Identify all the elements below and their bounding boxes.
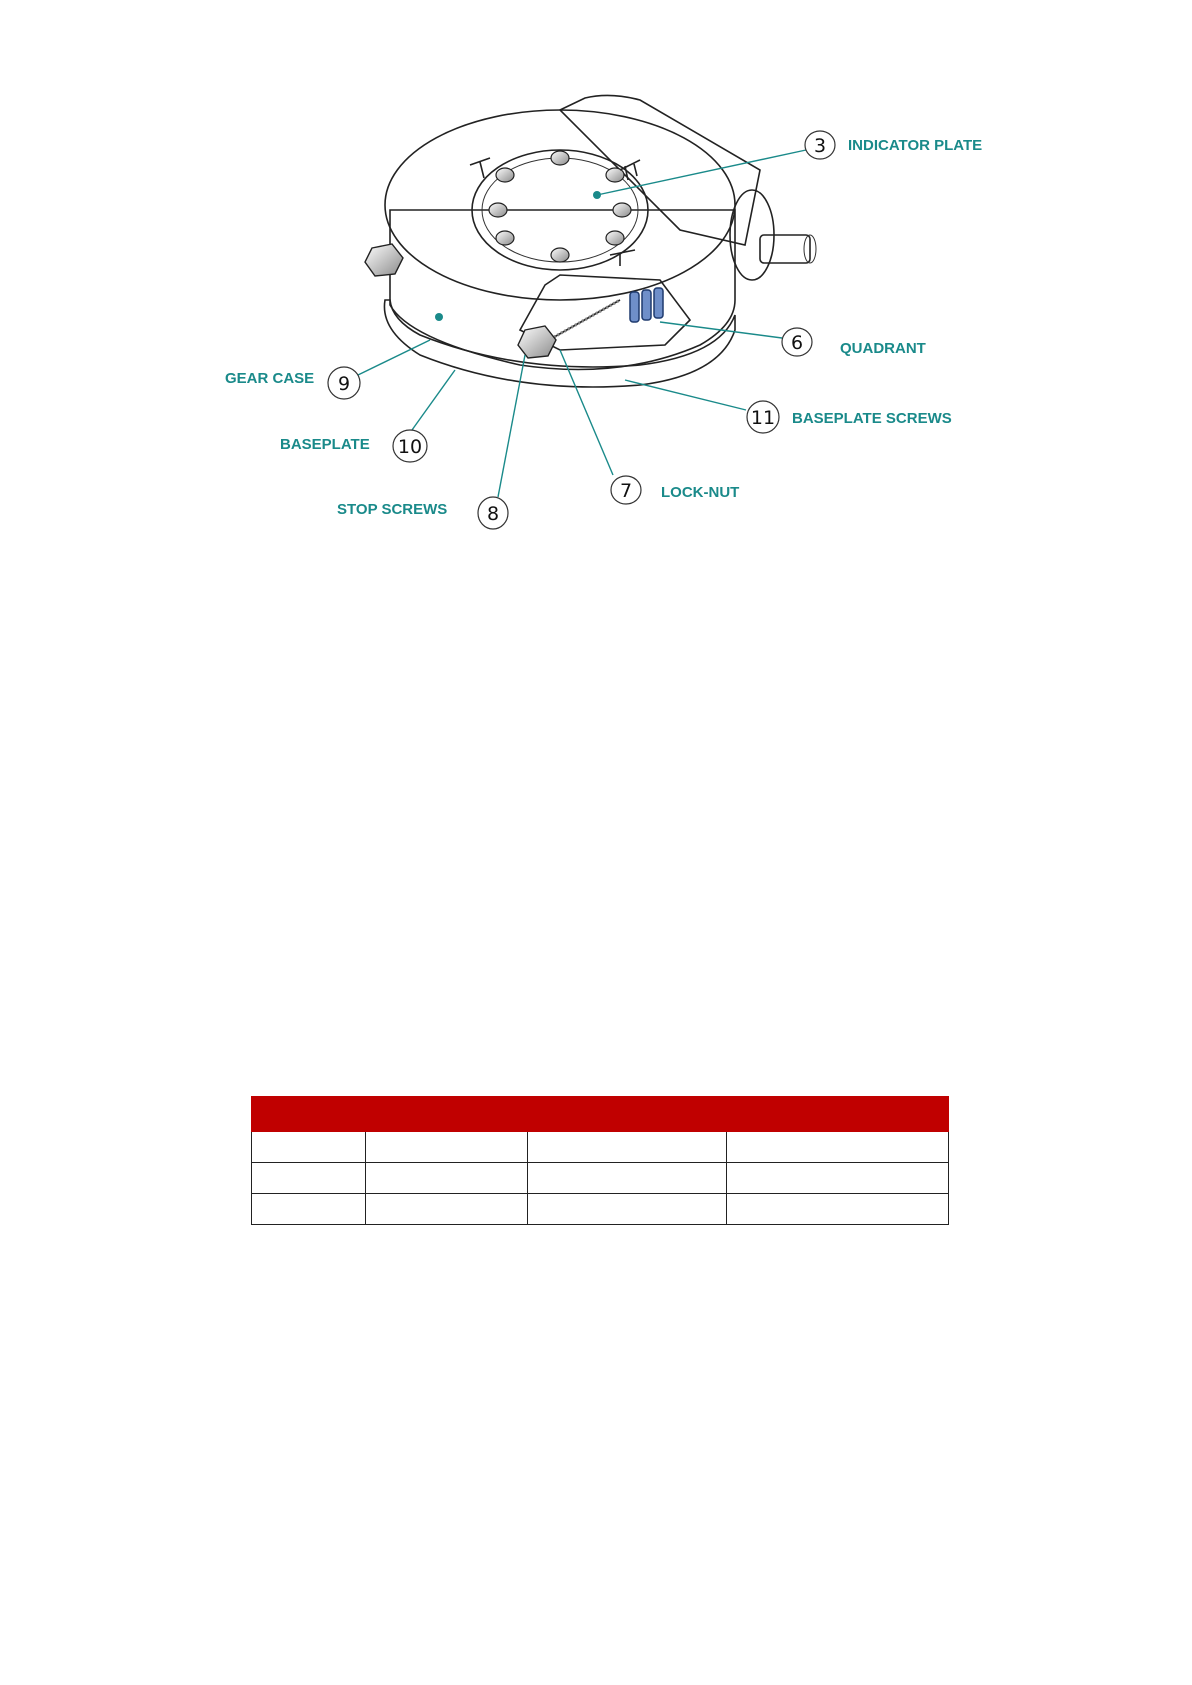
callout-label: STOP SCREWS <box>337 501 448 518</box>
gearbox-illustration <box>365 95 816 387</box>
callout-number: 3 <box>813 135 827 157</box>
callout-label: LOCK-NUT <box>661 484 740 501</box>
table-cell <box>365 1194 527 1225</box>
callout-3 <box>597 131 982 195</box>
parts-table <box>251 1096 949 1225</box>
callout-label: INDICATOR PLATE <box>848 137 983 154</box>
table-header-row <box>252 1097 949 1132</box>
table-cell <box>365 1132 527 1163</box>
table-cell <box>727 1132 949 1163</box>
callout-label: GEAR CASE <box>225 370 315 387</box>
callout-label: BASEPLATE SCREWS <box>792 410 952 427</box>
stop-screw-heads <box>365 244 556 358</box>
table-header-cell <box>727 1097 949 1132</box>
table-cell <box>252 1194 366 1225</box>
table-row <box>252 1194 949 1225</box>
table-header-cell <box>365 1097 527 1132</box>
gear-case-top <box>385 110 735 300</box>
table-row <box>252 1163 949 1194</box>
indicator-bolts <box>489 151 631 262</box>
callout-6 <box>660 322 926 357</box>
table-cell <box>527 1163 727 1194</box>
callout-11 <box>625 380 952 433</box>
callout-label: BASEPLATE <box>280 436 370 453</box>
table-cell <box>727 1163 949 1194</box>
table-header-cell <box>252 1097 366 1132</box>
quadrant-teeth <box>630 288 663 322</box>
baseplate-shape <box>384 300 735 387</box>
table-cell <box>252 1132 366 1163</box>
callout-9 <box>225 340 430 399</box>
callout-number: 6 <box>790 332 804 354</box>
table-cell <box>252 1163 366 1194</box>
gear-case-side <box>390 210 735 370</box>
input-shaft <box>760 235 810 263</box>
table-cell <box>727 1194 949 1225</box>
table-cell <box>527 1194 727 1225</box>
callout-label: QUADRANT <box>840 340 926 357</box>
callout-number: 11 <box>750 407 776 429</box>
callout-number: 10 <box>397 436 423 458</box>
table-header-cell <box>527 1097 727 1132</box>
table-row <box>252 1132 949 1163</box>
callout-number: 9 <box>337 373 351 395</box>
callout-7 <box>560 350 739 504</box>
callout-number: 8 <box>486 503 500 525</box>
callouts <box>225 131 982 529</box>
table-cell <box>365 1163 527 1194</box>
callout-number: 7 <box>619 480 633 502</box>
table-cell <box>527 1132 727 1163</box>
gearbox-diagram <box>0 0 1192 560</box>
